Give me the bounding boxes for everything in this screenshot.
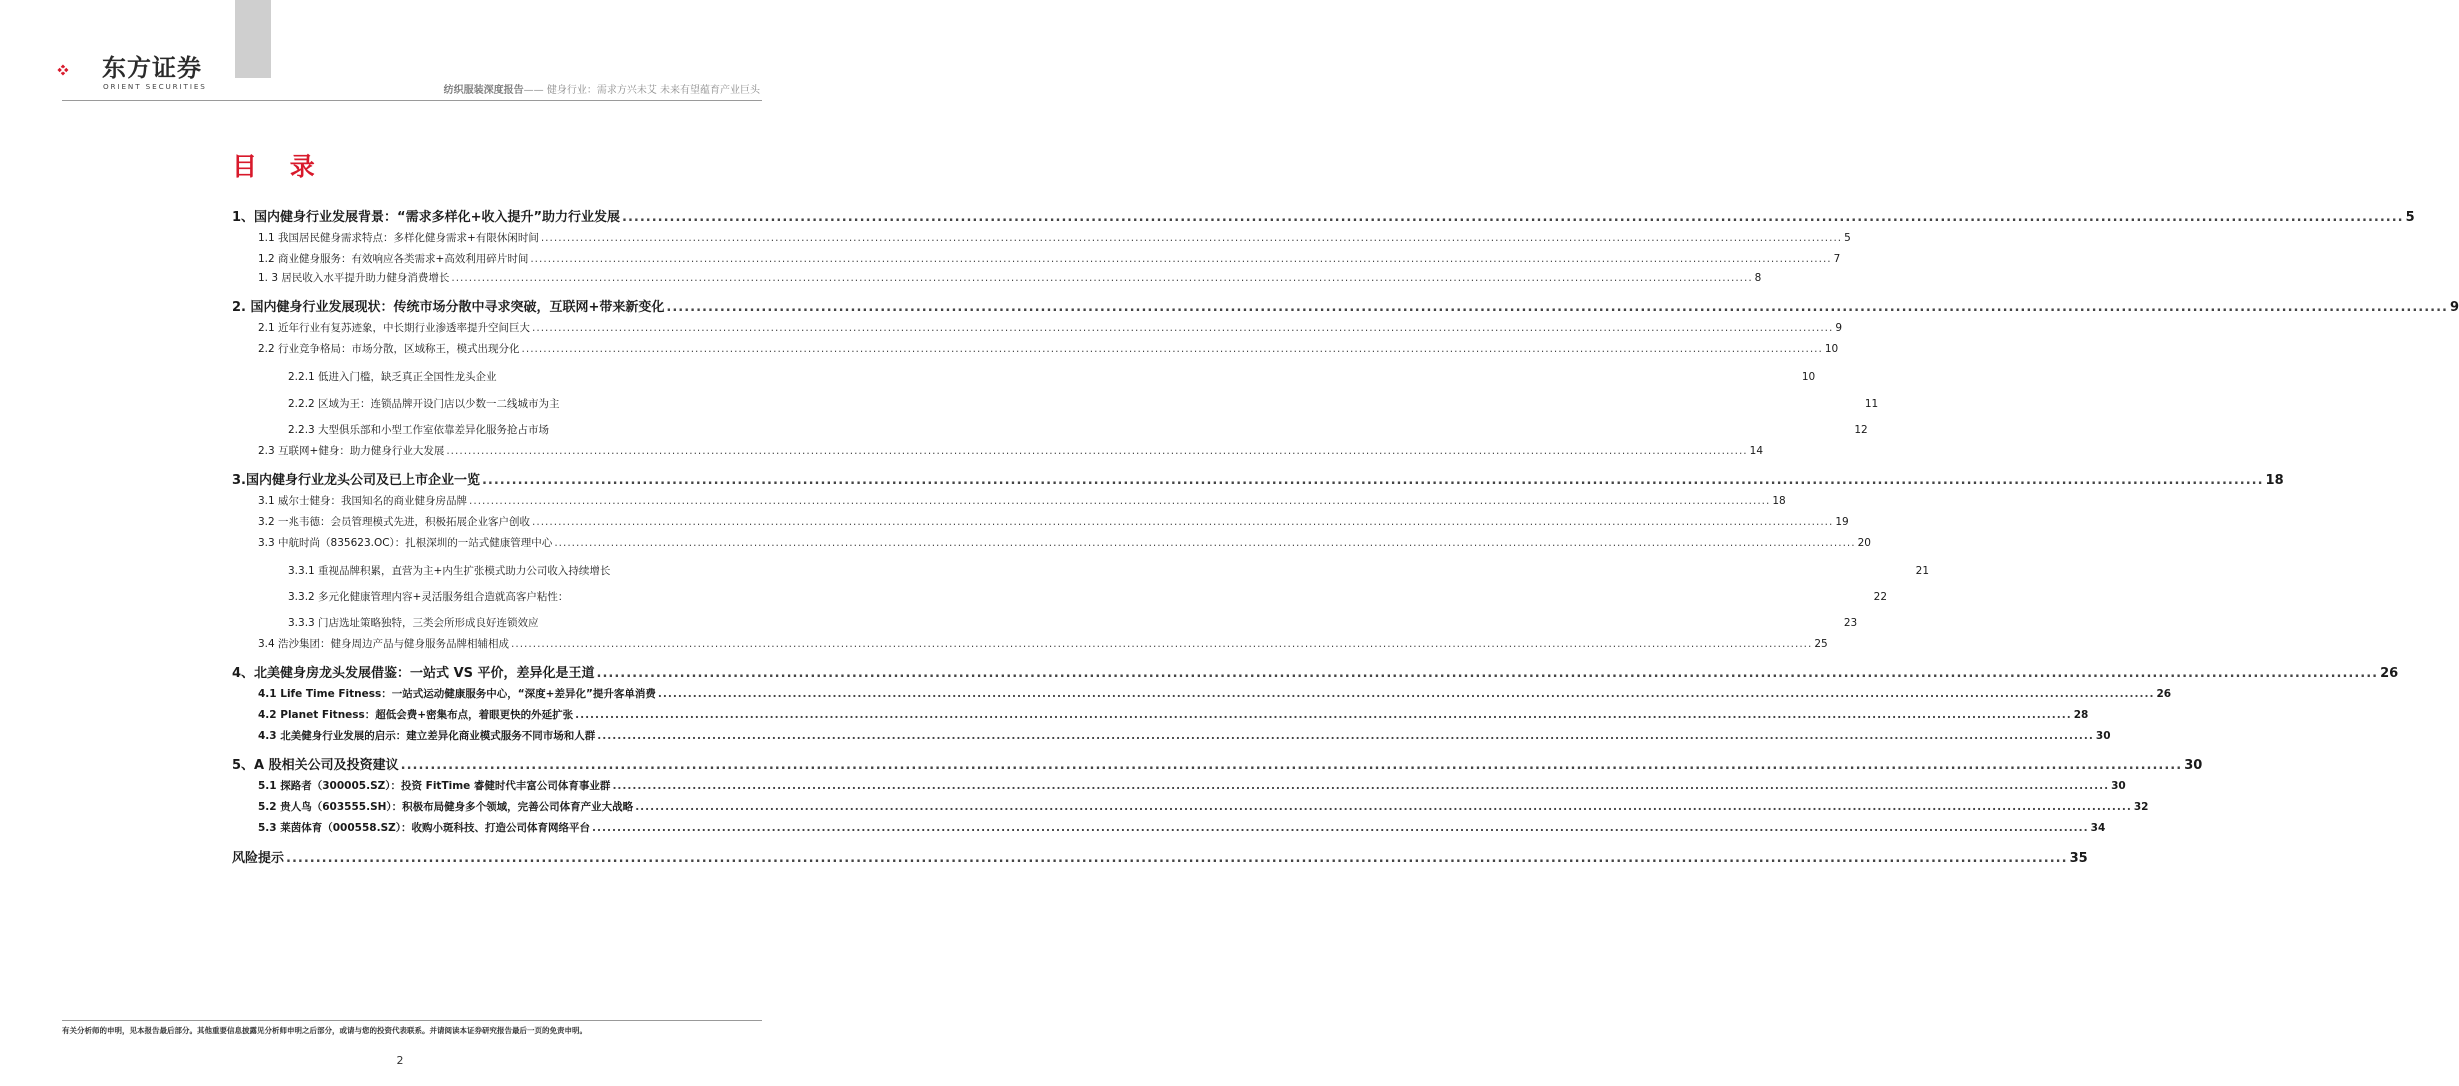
toc-entry-title: 5.2 贵人鸟（603555.SH）：积极布局健身多个领域，完善公司体育产业大战略: [258, 801, 634, 813]
toc-leader-dots: ............................................................................................................................................................................................................................................................................................................: [657, 688, 2155, 700]
header-divider: [62, 100, 762, 101]
toc-entry-title: 1.2 商业健身服务：有效响应各类需求+高效利用碎片时间: [258, 253, 529, 265]
brand-name-en: ORIENT SECURITIES: [103, 82, 207, 91]
toc-entry-page: 26: [2380, 666, 2399, 681]
toc-entry-title: 3.3.1 重视品牌积累，直营为主+内生扩张模式助力公司收入持续增长: [288, 565, 611, 577]
toc-entry[interactable]: [232, 206, 2415, 225]
toc-entry-title: 5.3 莱茵体育（000558.SZ）：收购小斑科技、打造公司体育网络平台: [258, 822, 591, 834]
toc-entry[interactable]: [258, 799, 2149, 814]
toc-leader-dots: ............................................................................................................................................................................................................................................................................................................: [532, 322, 1834, 334]
page-number: 2: [396, 1054, 404, 1067]
toc-entry[interactable]: [258, 341, 1839, 356]
toc-entry-page: 5: [1844, 232, 1851, 244]
toc-entry-title: 1. 3 居民收入水平提升助力健身消费增长: [258, 272, 450, 284]
toc-entry[interactable]: [258, 686, 2172, 701]
toc-entry-page: 10: [1824, 343, 1839, 355]
toc-leader-dots: ............................................................................................................................................................................................................................................................................................................: [451, 272, 1753, 284]
toc-entry-page: 18: [1772, 495, 1786, 507]
toc-entry-page: 9: [2449, 300, 2459, 315]
toc-entry-title: 2.2 行业竞争格局：市场分散，区域称王，模式出现分化: [258, 343, 520, 355]
toc-leader-dots: ............................................................................................................................................................................................................................................................................................................: [286, 851, 2068, 866]
toc-entry[interactable]: [232, 754, 2203, 773]
toc-entry-title: 4.1 Life Time Fitness：一站式运动健康服务中心，“深度+差异化”提升客单消费: [258, 688, 656, 700]
toc-entry-title: 5、A 股相关公司及投资建议: [232, 758, 399, 773]
toc-entry[interactable]: [258, 443, 1764, 458]
toc-entry-title: 3.2 一兆韦德：会员管理模式先进，积极拓展企业客户创收: [258, 516, 531, 528]
toc-leader-dots: ............................................................................................................................................................................................................................................................................................................: [622, 210, 2404, 225]
toc-title: 目 录: [232, 152, 327, 181]
toc-entry[interactable]: [258, 707, 2089, 722]
toc-entry-page: 18: [2265, 473, 2284, 488]
toc-entry[interactable]: [258, 514, 1849, 529]
toc-leader-dots: ............................................................................................................................................................................................................................................................................................................: [597, 730, 2094, 742]
toc-entry-page: 28: [2073, 709, 2089, 721]
toc-leader-dots: ............................................................................................................................................................................................................................................................................................................: [530, 253, 1832, 265]
toc-entry[interactable]: [232, 847, 2088, 866]
toc-entry[interactable]: [232, 469, 2284, 488]
toc-entry-page: 8: [1754, 272, 1762, 284]
toc-entry-page: 19: [1835, 516, 1849, 528]
report-subtitle: —— 健身行业：需求方兴未艾 未来有望蕴育产业巨头: [523, 85, 760, 96]
toc-entry-title: 3.3 中航时尚（835623.OC）：扎根深圳的一站式健康管理中心: [258, 537, 553, 549]
toc-entry[interactable]: [258, 728, 2111, 743]
toc-entry-page: 7: [1833, 253, 1841, 265]
toc-entry-page: 30: [2184, 758, 2203, 773]
toc-entry[interactable]: [288, 369, 1816, 384]
toc-entry-title: 3.3.2 多元化健康管理内容+灵活服务组合造就高客户粘性：: [288, 591, 569, 603]
toc-leader-dots: ............................................................................................................................................................................................................................................................................................................: [612, 780, 2110, 792]
toc-entry[interactable]: [288, 563, 1930, 578]
toc-entry-page: 23: [1843, 617, 1858, 629]
toc-entry[interactable]: [258, 230, 1851, 245]
toc-entry-page: 5: [2405, 210, 2415, 225]
toc-entry[interactable]: [232, 662, 2399, 681]
toc-entry-title: 1、国内健身行业发展背景：“需求多样化+收入提升”助力行业发展: [232, 210, 621, 225]
toc-entry-title: 1.1 我国居民健身需求特点：多样化健身需求+有限休闲时间: [258, 232, 539, 244]
toc-leader-dots: ............................................................................................................................................................................................................................................................................................................: [596, 666, 2379, 681]
toc-entry[interactable]: [288, 396, 1879, 411]
toc-entry-title: 2.2.2 区域为王：连锁品牌开设门店以少数一二线城市为主: [288, 398, 560, 410]
footer-divider: [62, 1020, 762, 1021]
toc-entry[interactable]: [288, 422, 1868, 437]
toc-entry-title: 4.2 Planet Fitness：超低会费+密集布点，着眼更快的外延扩张: [258, 709, 574, 721]
toc-leader-dots: ............................................................................................................................................................................................................................................................................................................: [540, 232, 1843, 244]
toc-entry-page: 26: [2156, 688, 2172, 700]
toc-leader-dots: ............................................................................................................................................................................................................................................................................................................: [554, 537, 1856, 549]
toc-leader-dots: ............................................................................................................................................................................................................................................................................................................: [481, 473, 2264, 488]
toc-leader-dots: ............................................................................................................................................................................................................................................................................................................: [521, 343, 1823, 355]
toc-entry[interactable]: [258, 636, 1828, 651]
toc-entry-page: 30: [2111, 780, 2126, 792]
toc-entry-title: 4.3 北美健身行业发展的启示：建立差异化商业模式服务不同市场和人群: [258, 730, 596, 742]
toc-entry-title: 风险提示: [232, 851, 285, 866]
toc-entry-title: 3.3.3 门店选址策略独特，三类会所形成良好连锁效应: [288, 617, 539, 629]
toc-entry-page: 22: [1873, 591, 1888, 603]
toc-entry-page: 14: [1749, 445, 1764, 457]
toc-entry-title: 3.4 浩沙集团：健身周边产品与健身服务品牌相辅相成: [258, 638, 510, 650]
toc-entry[interactable]: [258, 251, 1841, 266]
toc-entry[interactable]: [258, 535, 1871, 550]
toc-leader-dots: ............................................................................................................................................................................................................................................................................................................: [469, 495, 1771, 507]
header-grey-block: [235, 0, 271, 78]
toc-entry-title: 2. 国内健身行业发展现状：传统市场分散中寻求突破，互联网+带来新变化: [232, 300, 665, 315]
toc-entry-page: 12: [1854, 424, 1868, 436]
toc-entry-page: 11: [1864, 398, 1879, 410]
toc-entry-title: 3.国内健身行业龙头公司及已上市企业一览: [232, 473, 480, 488]
toc-leader-dots: ............................................................................................................................................................................................................................................................................................................: [400, 758, 2183, 773]
toc-entry[interactable]: [288, 589, 1888, 604]
toc-entry[interactable]: [258, 778, 2126, 793]
toc-leader-dots: ............................................................................................................................................................................................................................................................................................................: [511, 638, 1813, 650]
toc-entry-page: 35: [2069, 851, 2088, 866]
toc-entry-title: 2.2.3 大型俱乐部和小型工作室依靠差异化服务抢占市场: [288, 424, 550, 436]
toc-leader-dots: ............................................................................................................................................................................................................................................................................................................: [446, 445, 1748, 457]
toc-leader-dots: ............................................................................................................................................................................................................................................................................................................: [592, 822, 2089, 834]
brand-name-cn: 东方证券: [102, 54, 202, 82]
toc-entry-page: 34: [2090, 822, 2106, 834]
toc-entry-page: 32: [2133, 801, 2149, 813]
toc-entry-title: 5.1 探路者（300005.SZ）：投资 FitTime 睿健时代丰富公司体育事业群: [258, 780, 611, 792]
toc-entry-page: 30: [2095, 730, 2111, 742]
toc-entry[interactable]: [258, 493, 1786, 508]
toc-entry-title: 2.1 近年行业有复苏迹象，中长期行业渗透率提升空间巨大: [258, 322, 531, 334]
toc-entry-page: 21: [1915, 565, 1930, 577]
toc-entry-page: 20: [1857, 537, 1871, 549]
toc-entry[interactable]: [258, 320, 1843, 335]
toc-entry[interactable]: [258, 270, 1762, 285]
toc-leader-dots: ............................................................................................................................................................................................................................................................................................................: [635, 801, 2132, 813]
toc-entry-title: 4、北美健身房龙头发展借鉴：一站式 VS 平价，差异化是王道: [232, 666, 595, 681]
toc-entry[interactable]: [232, 296, 2459, 315]
toc-entry-page: 9: [1835, 322, 1843, 334]
footer-disclaimer: 有关分析师的申明，见本报告最后部分。其他重要信息披露见分析师申明之后部分，或请与您的投资代表联系。并请阅读本证券研究报告最后一页的免责申明。: [62, 1026, 587, 1035]
orient-securities-logo-icon: [58, 48, 102, 92]
toc-entry-title: 2.2.1 低进入门槛，缺乏真正全国性龙头企业: [288, 371, 497, 383]
toc-entry-page: 10: [1801, 371, 1816, 383]
toc-entry-title: 3.1 威尔士健身：我国知名的商业健身房品牌: [258, 495, 468, 507]
toc-entry-page: 25: [1814, 638, 1828, 650]
report-type: 纺织服装深度报告: [443, 85, 524, 96]
toc-entry-title: 2.3 互联网+健身：助力健身行业大发展: [258, 445, 445, 457]
toc-entry[interactable]: [288, 615, 1858, 630]
toc-leader-dots: ............................................................................................................................................................................................................................................................................................................: [666, 300, 2448, 315]
toc-leader-dots: ............................................................................................................................................................................................................................................................................................................: [532, 516, 1834, 528]
report-header: [444, 81, 760, 96]
toc-leader-dots: ............................................................................................................................................................................................................................................................................................................: [575, 709, 2072, 721]
toc-entry[interactable]: [258, 820, 2106, 835]
